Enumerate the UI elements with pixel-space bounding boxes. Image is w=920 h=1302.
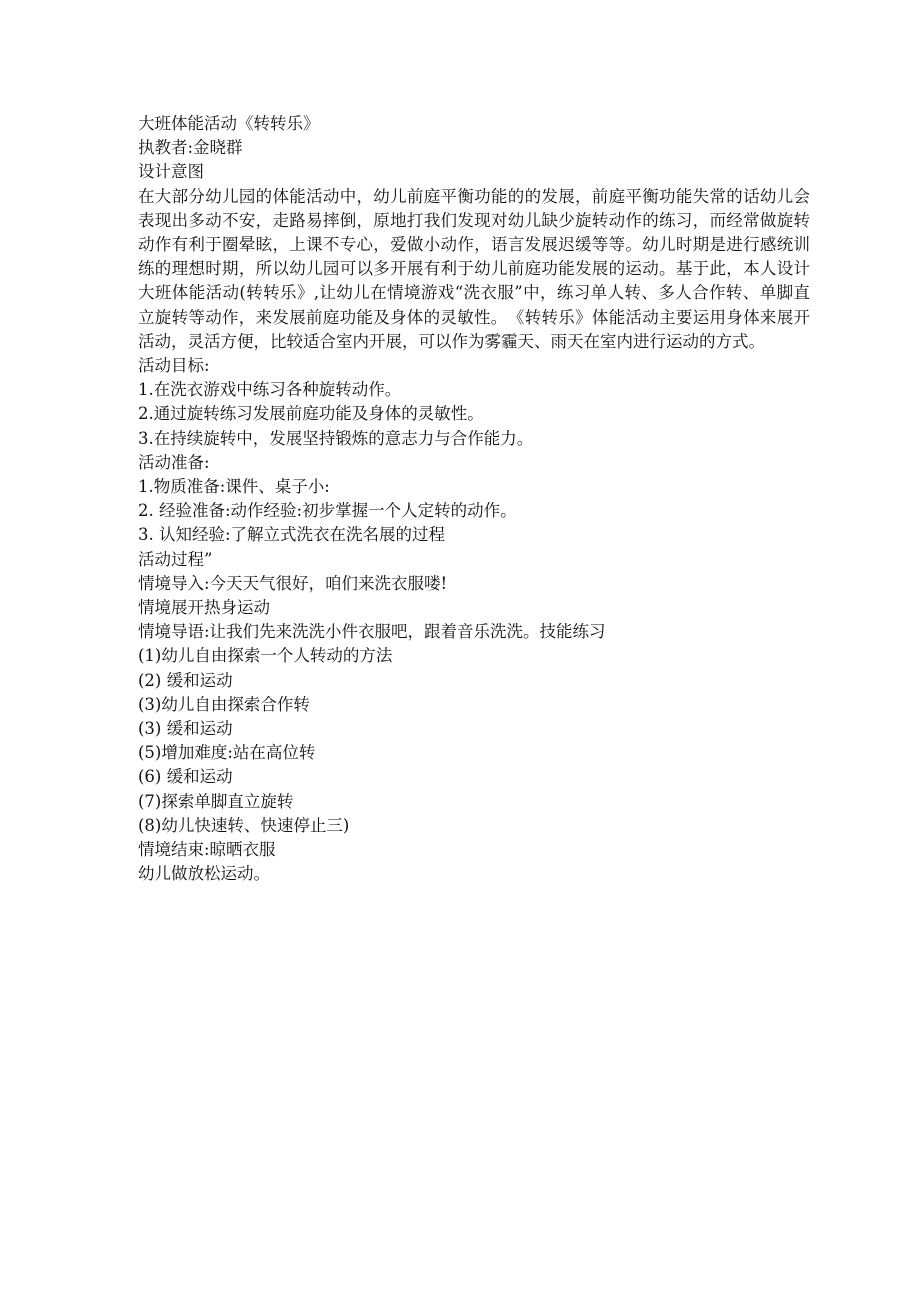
prep-item: 3. 认知经验:了解立式洗衣在洗名展的过程 [138, 525, 446, 545]
step-item: (6) 缓和运动 [138, 767, 233, 787]
process-intro: 情境导入:今天天气很好，咱们来洗衣服喽! [138, 573, 448, 593]
design-paragraph: 在大部分幼儿园的体能活动中，幼儿前庭平衡功能的的发展，前庭平衡功能失常的话幼儿会表现出多动不安，走路易摔倒，原地打我们发现对幼儿缺少旋转动作的练习，而经常做旋转动作有利于圈晕眩，上课不专心，爱做小动作，语言发展迟缓等等。幼儿时期是进行感统训练的理想时期，所以幼儿园可以多开展有利于幼儿前庭功能发展的运动。基于此，本人设计大班体能活动(转转乐》,让幼儿在情境游戏“洗衣服”中，练习单人转、多人合作转、单脚直立旋转等动作，来发展前庭功能及身体的灵敏性。 《转转乐》体能活动主要运用身体来展开活动，灵活方便，比较适合室内开展，可以作为雾霾天、雨天在室内进行运动的方式。 [138, 186, 810, 351]
step-item: (3) 缓和运动 [138, 719, 233, 739]
prep-item: 2. 经验准备:动作经验:初步掌握一个人定转的动作。 [138, 501, 517, 521]
step-item: (7)探索单脚直立旋转 [138, 791, 294, 811]
prep-heading: 活动准备: [138, 452, 210, 472]
goal-item: 2.通过旋转练习发展前庭功能及身体的灵敏性。 [138, 404, 484, 424]
step-item: (1)幼儿自由探索一个人转动的方法 [138, 646, 393, 666]
relax-line: 幼儿做放松运动。 [138, 864, 270, 884]
goal-item: 1.在洗衣游戏中练习各种旋转动作。 [138, 380, 402, 400]
step-item: (3)幼儿自由探索合作转 [138, 694, 310, 714]
step-item: (2) 缓和运动 [138, 670, 233, 690]
document-title: 大班体能活动《转转乐》 [138, 114, 320, 133]
goal-item: 3.在持续旋转中，发展坚持锻炼的意志力与合作能力。 [138, 428, 534, 448]
teacher-line: 执教者:金晓群 [138, 138, 243, 158]
design-heading: 设计意图 [138, 162, 204, 182]
step-item: (5)增加难度:站在高位转 [138, 743, 316, 763]
guide-line: 情境导语:让我们先来洗洗小件衣服吧，跟着音乐洗洗。技能练习 [138, 622, 606, 642]
warmup-line: 情境展开热身运动 [138, 598, 270, 618]
goals-heading: 活动目标: [138, 356, 210, 376]
ending-line: 情境结束:晾晒衣服 [138, 840, 276, 860]
document-page [138, 112, 810, 887]
process-heading: 活动过程” [138, 549, 213, 569]
step-item: (8)幼儿快速转、快速停止三) [138, 815, 350, 835]
prep-item: 1.物质准备:课件、桌子小: [138, 477, 330, 497]
